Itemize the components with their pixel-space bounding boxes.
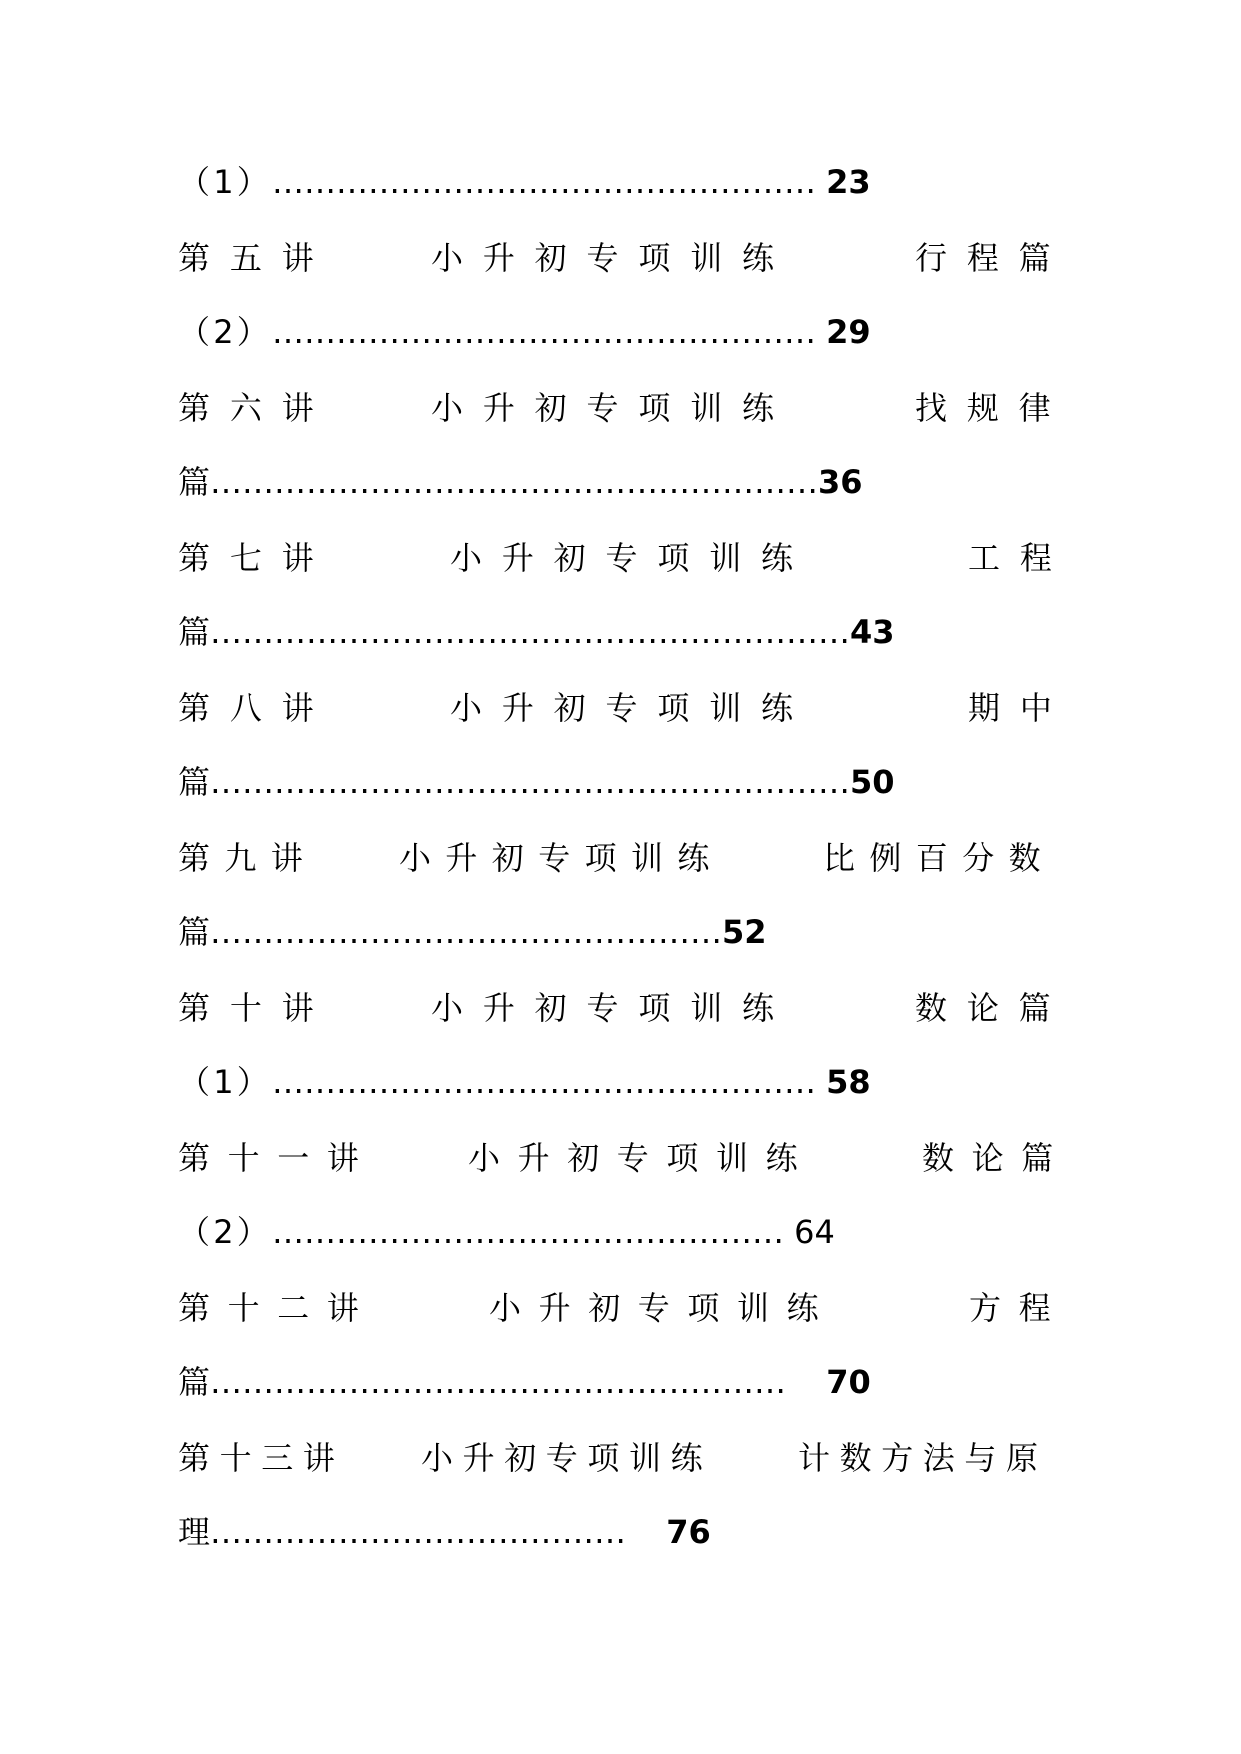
toc-lead: 篇: [178, 1363, 211, 1401]
topic-name: 行程篇: [915, 239, 1071, 277]
toc-lead: 篇: [178, 913, 211, 951]
toc-page-number: 76: [666, 1513, 711, 1551]
toc-page-number: 70: [826, 1363, 871, 1401]
topic-name: 方程: [969, 1289, 1069, 1327]
toc-leader-dots: ………………………………………………: [210, 1363, 787, 1401]
toc-lead: 篇: [178, 463, 211, 501]
toc-entry-continuation: [178, 1510, 711, 1554]
toc-leader-dots: ……………………………………………: [271, 1063, 816, 1101]
toc-leader-dots: …………………………………: [210, 1513, 627, 1551]
topic-name: 计数方法与原: [798, 1439, 1048, 1477]
series-name: 小升初专项训练: [421, 1439, 713, 1477]
lecture-number: 第七讲: [178, 539, 334, 577]
series-name: 小升初专项训练: [431, 239, 794, 277]
toc-entry-continuation: [178, 760, 895, 804]
toc-entry-continuation: [178, 1210, 835, 1254]
lecture-number: 第九讲: [178, 839, 318, 877]
topic-name: 找规律: [915, 389, 1071, 427]
toc-page-number: 50: [850, 763, 895, 801]
toc-entry-continuation: [178, 910, 767, 954]
toc-entry-continuation: [178, 310, 871, 354]
toc-page-number: 43: [850, 613, 895, 651]
lecture-number: 第十二讲: [178, 1289, 377, 1327]
topic-name: 期中: [968, 689, 1072, 727]
series-name: 小升初专项训练: [431, 989, 794, 1027]
toc-entry-title: [178, 1286, 1071, 1330]
toc-lead: 篇: [178, 763, 211, 801]
series-name: 小升初专项训练: [450, 689, 813, 727]
series-name: 小升初专项训练: [468, 1139, 816, 1177]
toc-entry-title: [178, 386, 1071, 430]
topic-name: 比例百分数: [823, 839, 1056, 877]
toc-entry-title: [178, 1136, 1071, 1180]
topic-name: 工程: [968, 539, 1072, 577]
lecture-number: 第五讲: [178, 239, 334, 277]
series-name: 小升初专项训练: [450, 539, 813, 577]
toc-leader-dots: …………………………………………………: [210, 463, 819, 501]
toc-entry-title: [178, 1436, 1071, 1480]
toc-lead: （1）: [178, 163, 272, 201]
toc-entry-title: [178, 536, 1071, 580]
toc-entry-continuation: [178, 160, 871, 204]
toc-leader-dots: ……………………………………………: [271, 313, 816, 351]
lecture-number: 第十讲: [178, 989, 334, 1027]
series-name: 小升初专项训练: [399, 839, 724, 877]
toc-leader-dots: …………………………………………: [271, 1213, 784, 1251]
toc-lead: （1）: [178, 1063, 272, 1101]
toc-entry-title: [178, 836, 1071, 880]
toc-leader-dots: ……………………………………………: [271, 163, 816, 201]
toc-entry-title: [178, 236, 1071, 280]
toc-page-number: 64: [794, 1213, 835, 1251]
toc-page-number: 23: [826, 163, 871, 201]
lecture-number: 第八讲: [178, 689, 334, 727]
series-name: 小升初专项训练: [431, 389, 794, 427]
toc-page-number: 36: [818, 463, 863, 501]
topic-name: 数论篇: [915, 989, 1071, 1027]
toc-lead: （2）: [178, 1213, 272, 1251]
toc-page-number: 52: [722, 913, 767, 951]
toc-lead: 理: [178, 1513, 211, 1551]
lecture-number: 第六讲: [178, 389, 334, 427]
lecture-number: 第十三讲: [178, 1439, 345, 1477]
toc-entry-continuation: [178, 610, 895, 654]
toc-lead: 篇: [178, 613, 211, 651]
toc-entry-continuation: [178, 1360, 871, 1404]
lecture-number: 第十一讲: [178, 1139, 377, 1177]
toc-page-number: 29: [826, 313, 871, 351]
series-name: 小升初专项训练: [489, 1289, 837, 1327]
toc-lead: （2）: [178, 313, 272, 351]
toc-leader-dots: ……………………………………………………: [210, 763, 851, 801]
topic-name: 数论篇: [922, 1139, 1071, 1177]
toc-entry-title: [178, 686, 1071, 730]
toc-entry-title: [178, 986, 1071, 1030]
toc-entry-continuation: [178, 1060, 871, 1104]
toc-leader-dots: ……………………………………………………: [210, 613, 851, 651]
toc-entry-continuation: [178, 460, 863, 504]
toc-leader-dots: …………………………………………: [210, 913, 723, 951]
toc-page-number: 58: [826, 1063, 871, 1101]
